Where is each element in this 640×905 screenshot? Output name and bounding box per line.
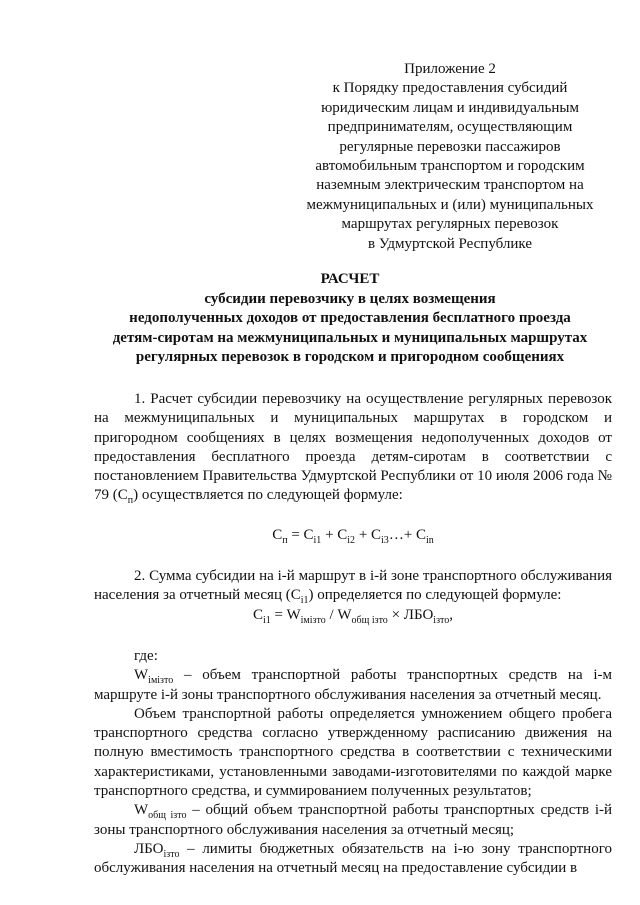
document-body [94, 390, 612, 879]
document-title [70, 270, 630, 368]
definition-volume: Объем транспортной работы определяется умножением общего пробега транспортного средства согласно утвержденному расписанию движения на полную вместимость транспортного средства в соответствии с техническими характеристиками, установленными заводами-изготовителями по каждой марке транспортного средства, и суммированием полученных результатов; [94, 705, 612, 800]
paragraph-2-text: 2. Сумма субсидии на i-й маршрут в i-й зоне транспортного обслуживания населения за отчетный месяц (С [94, 568, 612, 604]
paragraph-1 [94, 390, 612, 506]
paragraph-1-tail: ) осуществляется по следующей формуле: [133, 487, 403, 504]
title-line: субсидии перевозчику в целях возмещения [204, 290, 496, 307]
subscript: п [127, 495, 134, 507]
appendix-line: наземным электрическим транспортом на [316, 177, 584, 194]
title-line: детям-сиротам на межмуниципальных и муниципальных маршрутах [112, 329, 588, 346]
paragraph-2-tail: ) определяется по следующей формуле: [308, 587, 562, 604]
definition-lbo: $ЛБО_{ізто}$ – лимиты бюджетных обязательств на i-ю зону транспортного обслуживания населения на отчетный месяц на предоставление субсидии в [94, 840, 612, 877]
formula-1: $С_п = С_{i1} + С_{i2}$ + $С_{i3}\dots+ С_{in}$ [272, 526, 434, 546]
title-line: недополученных доходов от предоставления бесплатного проезда [129, 310, 571, 326]
appendix-line: автомобильным транспортом и городским [315, 158, 585, 175]
appendix-line: к Порядку предоставления субсидий [332, 80, 568, 97]
appendix-line: маршрутах регулярных перевозок [341, 216, 559, 233]
appendix-line: Приложение 2 [404, 61, 496, 77]
subscript: i1 [300, 595, 309, 607]
appendix-line: юридическим лицам и индивидуальным [321, 99, 579, 116]
appendix-line: межмуниципальных и (или) муниципальных [306, 196, 594, 213]
title-line: регулярных перевозок в городском и пригородном сообщениях [135, 349, 565, 365]
where-label: где: [134, 647, 158, 664]
formula-2: $С_{i1} = W_{iмізто} / W_{общ ізто} \times ЛБО_{ізто}$, [252, 606, 454, 626]
appendix-line: предпринимателям, осуществляющим [327, 119, 573, 136]
title-heading: РАСЧЕТ [320, 271, 380, 287]
paragraph-1-text: 1. Расчет субсидии перевозчику на осуществление регулярных перевозок на межмуниципальных и муниципальных маршрутах в городском и пригородном сообщениях в целях возмещения недополученных доходов от предоставления бесплатного проезда детям-сиротам в соответствии с постановлением Правительства Удмуртской Республики от 10 июля 2006 года № 79 (С [94, 391, 612, 504]
appendix-line: регулярные перевозки пассажиров [339, 138, 561, 155]
definition-w: $W_{iмізто}$ – объем транспортной работы транспортных средств на i-м маршруте i-й зоны транспортного обслуживания населения за отчетный месяц. [94, 667, 612, 703]
appendix-line: в Удмуртской Республике [368, 235, 532, 252]
definition-w-total: $W_{общ ізто}$ – общий объем транспортной работы транспортных средств i-й зоны транспортного обслуживания населения за отчетный месяц; [94, 802, 613, 838]
paragraph-2 [94, 567, 612, 606]
appendix-header [300, 60, 600, 254]
